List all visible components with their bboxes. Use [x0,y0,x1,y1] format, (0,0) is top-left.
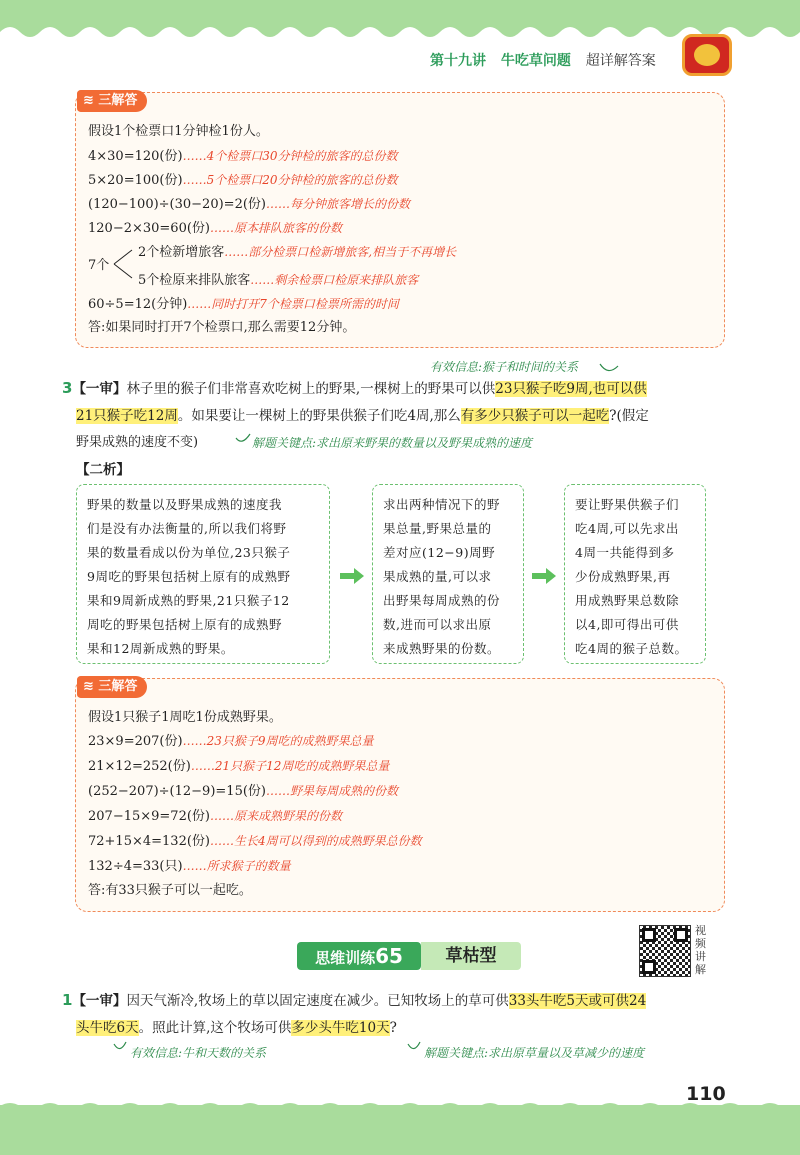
key-point-note: 解题关键点:求出原草量以及草减少的速度 [424,1046,645,1060]
emblem-seal-icon [682,34,732,76]
analysis-box-b: 求出两种情况下的野 果总量,野果总量的 差对应(12−9)周野 果成熟的量,可以求 出野果每周成熟的份 数,进而可以求出原 来成熟野果的份数。 [372,484,524,664]
curved-arrow-icon [406,1040,422,1054]
curved-arrow-icon [598,360,620,376]
curved-arrow-icon [112,1040,128,1054]
split-branch-a: 2个检新增旅客……部分检票口检新增旅客,相当于不再增长 [138,245,457,260]
analysis-box-c: 要让野果供猴子们 吃4周,可以先求出 4周一共能得到多 少份成熟野果,再 用成熟野果总数除 以4,即可得出可供 吃4周的猴子总数。 [564,484,706,664]
right-arrow-icon [532,568,556,584]
video-explain-label: 视 频 讲 解 [695,924,706,976]
training-label: 思维训练65 [297,942,421,970]
equation-row: 207−15×9=72(份)……原来成熟野果的份数 [88,809,343,824]
section-title: 草枯型 [421,942,521,970]
equation-row: 5×20=100(份)……5个检票口20分钟检的旅客的总份数 [88,173,398,188]
answer-text: 答:有33只猴子可以一起吃。 [88,883,252,898]
effective-info-note: 有效信息:牛和天数的关系 [130,1046,267,1060]
topic-label: 牛吃草问题 [500,53,571,69]
equation-row: 60÷5=12(分钟)……同时打开7个检票口检票所需的时间 [88,297,399,312]
question-1-line-1: 1【一审】因天气渐冷,牧场上的草以固定速度在减少。已知牧场上的草可供33头牛吃5天或可供24 [62,991,647,1009]
question-3-line-1: 3【一审】林子里的猴子们非常喜欢吃树上的野果,一棵树上的野果可以供23只猴子吃9周,也可以供 [62,379,647,397]
analysis-box-a: 野果的数量以及野果成熟的速度我 们是没有办法衡量的,所以我们将野 果的数量看成以份为单位,23只猴子 9周吃的野果包括树上原有的成熟野 果和9周新成熟的野果,21只猴子12 周吃的野果包括树上原有的成熟野 果和12周新成熟的野果。 [76,484,330,664]
equation-row: 72+15×4=132(份)……生长4周可以得到的成熟野果总份数 [88,834,422,849]
page-number: 110 [686,1083,726,1105]
question-3-line-2: 21只猴子吃12周。如果要让一棵树上的野果供猴子们吃4周,那么有多少只猴子可以一起吃?(假定 [76,408,649,424]
assumption-text: 假设1个检票口1分钟检1份人。 [88,124,269,139]
equation-row: (252−207)÷(12−9)=15(份)……野果每周成熟的份数 [88,784,398,799]
split-branch-b: 5个检原来排队旅客……剩余检票口检原来排队旅客 [138,273,419,288]
question-1-line-2: 头牛吃6天。照此计算,这个牧场可供多少头牛吃10天? [76,1020,397,1036]
solution-tag-2: ≋ 三解答 [77,676,147,698]
bottom-decorative-band [0,1105,800,1155]
equation-row: 21×12=252(份)……21只猴子12周吃的成熟野果总量 [88,759,390,774]
solution-tag-1: ≋ 三解答 [77,90,147,112]
question-3-line-3: 野果成熟的速度不变) [76,435,199,450]
subtitle-label: 超详解答案 [585,53,656,69]
answer-text: 答:如果同时打开7个检票口,那么需要12分钟。 [88,320,356,335]
key-point-note: 解题关键点:求出原来野果的数量以及野果成熟的速度 [252,436,533,450]
effective-info-note: 有效信息:猴子和时间的关系 [430,360,579,374]
equation-row: 4×30=120(份)……4个检票口30分钟检的旅客的总份数 [88,149,398,164]
equation-row: 120−2×30=60(份)……原本排队旅客的份数 [88,221,343,236]
lecture-label: 第十九讲 [430,53,486,69]
analysis-heading: 【二析】 [76,462,130,478]
page-header [430,50,656,70]
equation-row: 132÷4=33(只)……所求猴子的数量 [88,859,291,874]
assumption-text: 假设1只猴子1周吃1份成熟野果。 [88,710,282,725]
curved-arrow-icon [234,432,252,446]
split-brace-icon [112,246,134,282]
right-arrow-icon [340,568,364,584]
split-total: 7个 [88,258,110,273]
qr-code-icon[interactable] [639,925,691,977]
top-wave-decoration [0,22,800,52]
equation-row: (120−100)÷(30−20)=2(份)……每分钟旅客增长的份数 [88,197,410,212]
equation-row: 23×9=207(份)……23只猴子9周吃的成熟野果总量 [88,734,374,749]
